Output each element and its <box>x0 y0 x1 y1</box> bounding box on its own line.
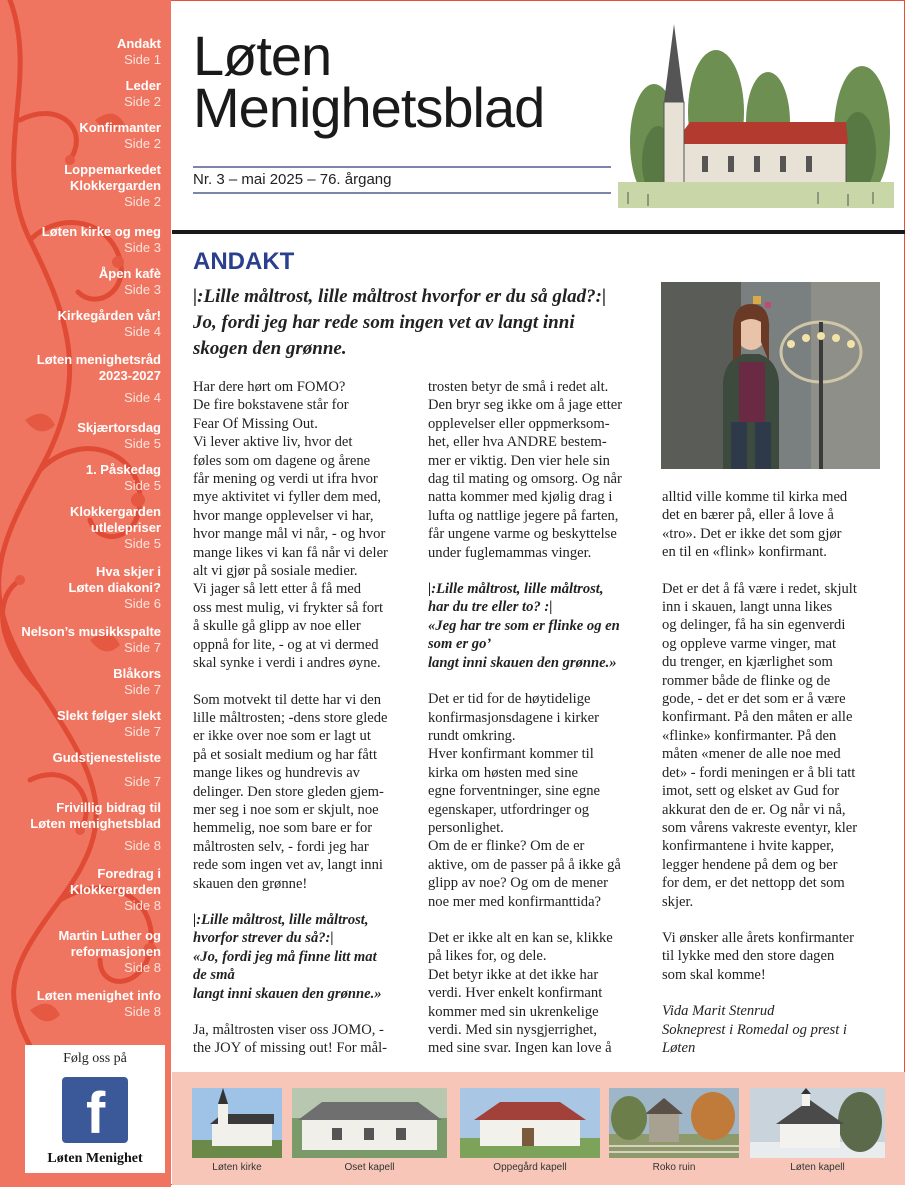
toc-title: Martin Luther og reformasjonen <box>58 928 161 959</box>
toc-item[interactable] <box>1 564 161 612</box>
caption: Oset kapell <box>344 1162 395 1173</box>
verse-line: |:Lille måltrost, lille måltrost hvorfor er du så glad?:| <box>193 286 607 307</box>
toc-title: Andakt <box>116 36 161 51</box>
toc-title: Klokkergarden utlelepriser <box>69 504 161 535</box>
toc-item[interactable] <box>1 162 161 210</box>
toc-page: Side 5 <box>124 536 161 551</box>
toc-title: Gudstjenesteliste <box>52 750 161 765</box>
thumb-roko-ruin[interactable] <box>609 1088 739 1158</box>
toc-page: Side 4 <box>124 390 161 405</box>
toc-item[interactable] <box>1 462 161 494</box>
thumb-loten-kapell[interactable] <box>750 1088 885 1158</box>
verse-quote: |:Lille måltrost, lille måltrost, hvorfor strever du så?:| «Jo, fordi jeg må finne litt mat de små langt inni skauen den grønne.» <box>193 911 382 1002</box>
toc-page: Side 8 <box>124 960 161 975</box>
toc-page: Side 8 <box>124 898 161 913</box>
thumb-oset-kapell[interactable] <box>292 1088 447 1158</box>
toc-page: Side 1 <box>124 52 161 67</box>
toc-title: Konfirmanter <box>79 120 161 135</box>
toc-title: Åpen kafè <box>98 266 161 281</box>
toc-item[interactable] <box>1 750 161 790</box>
toc-page: Side 5 <box>124 436 161 451</box>
toc-item[interactable] <box>1 352 161 406</box>
priest-photo <box>661 282 880 469</box>
toc-item[interactable] <box>1 708 161 740</box>
toc-page: Side 2 <box>124 194 161 209</box>
follow-us-box[interactable] <box>25 1045 165 1173</box>
toc-page: Side 7 <box>124 682 161 697</box>
toc-page: Side 5 <box>124 478 161 493</box>
toc-title: Løten kirke og meg <box>41 224 161 239</box>
toc-page: Side 7 <box>124 724 161 739</box>
thumb-loten-kirke[interactable] <box>192 1088 282 1158</box>
follow-name: Løten Menighet <box>47 1151 143 1166</box>
toc-title: Loppemarkedet Klokkergarden <box>64 162 161 193</box>
verse-quote: |:Lille måltrost, lille måltrost, har du tre eller to? :| «Jeg har tre som er flinke og en som er go’ langt inni skauen den grønne.» <box>428 581 620 671</box>
toc-title: Kirkegården vår! <box>57 308 161 323</box>
toc-title: Foredrag i Klokkergarden <box>69 866 161 897</box>
paragraph: trosten betyr de små i redet alt. Den bryr seg ikke om å jage etter opplevelser eller oppmerksom- het, eller hva ANDRE bestem- mer er viktig. Den vier hele sin dag til mating og omsorg. Og når natta kommer med kjølig drag i lufta og nattlige jegere på farten, får ungene varme og beskyttelse under fuglemammas vinger. <box>428 379 623 561</box>
verse-line: skogen den grønne. <box>193 338 347 359</box>
toc-item[interactable] <box>1 36 161 68</box>
toc-item[interactable] <box>1 420 161 452</box>
toc-title: 1. Påskedag <box>85 462 161 477</box>
verse-line: Jo, fordi jeg har rede som ingen vet av langt inni <box>193 312 575 333</box>
paragraph: Det er det å få være i redet, skjult inn i skauen, langt unna likes og delinger, få ha sin egenverdi og oppleve varme vinger, mat du trenger, en kjærlighet som rommer både de flinke og de gode, - det er det som er å være konfirmant. På den måten er alle «flinke» konfirmanter. På den måten «mener de alle noe med det» - fordi meningen er å bli tatt imot, sett og elsket av Gud for akkurat den de er. Og når vi nå, som vårens vakreste eventyr, kler konfirmantene i hvite kapper, legger hendene på dem og ber for dem, er det nettopp det som skjer. <box>662 580 858 910</box>
toc-item[interactable] <box>1 928 161 976</box>
toc-page: Side 4 <box>124 324 161 339</box>
toc-title: Løten menighetsråd 2023-2027 <box>36 352 161 383</box>
signature: Vida Marit Stenrud Sokneprest i Romedal og prest i Løten <box>662 1003 847 1056</box>
toc-title: Leder <box>125 78 161 93</box>
article-column-2 <box>428 378 650 1058</box>
section-heading: ANDAKT <box>193 248 295 275</box>
masthead-title <box>193 24 613 139</box>
toc-title: Løten menighet info <box>36 988 161 1003</box>
toc-page: Side 8 <box>124 1004 161 1019</box>
chapel-gallery <box>172 1072 905 1185</box>
photo-illustration <box>661 282 880 469</box>
toc-page: Side 3 <box>124 282 161 297</box>
facebook-icon[interactable]: f <box>62 1077 128 1143</box>
toc-title: Frivillig bidrag til Løten menighetsblad <box>30 800 161 831</box>
toc-title: Skjærtorsdag <box>77 420 161 435</box>
paragraph: Ja, måltrosten viser oss JOMO, - the JOY of missing out! For mål- <box>193 1022 388 1057</box>
caption: Løten kapell <box>790 1162 845 1173</box>
toc-item[interactable] <box>1 224 161 256</box>
title-line-1: Løten <box>193 24 332 87</box>
toc-title: Blåkors <box>113 666 161 681</box>
toc-item[interactable] <box>1 666 161 698</box>
toc-item[interactable] <box>1 78 161 110</box>
toc-title: Nelson’s musikkspalte <box>21 624 161 639</box>
title-line-2: Menighetsblad <box>193 76 545 139</box>
caption: Oppegård kapell <box>493 1162 567 1173</box>
church-illustration <box>618 22 894 218</box>
toc-page: Side 3 <box>124 240 161 255</box>
opening-verse <box>193 284 653 362</box>
caption: Løten kirke <box>212 1162 262 1173</box>
toc-item[interactable] <box>1 866 161 914</box>
paragraph: Det er tid for de høytidelige konfirmasjonsdagene i kirker rundt omkring. Hver konfirmant kommer til kirka om høsten med sine egne forventninger, sine egne egenskaper, utfordringer og personlighet. Om de er flinke? Om de er aktive, om de passer på å ikke gå glipp av noe? Og om de mener noe mer med konfirmanttida? <box>428 691 621 910</box>
sidebar <box>0 0 171 1187</box>
toc-item[interactable] <box>1 988 161 1020</box>
issue-info: Nr. 3 – mai 2025 – 76. årgang <box>193 166 611 194</box>
caption: Roko ruin <box>652 1162 696 1173</box>
toc-item[interactable] <box>1 504 161 552</box>
paragraph: Som motvekt til dette har vi den lille måltrosten; -dens store glede er ikke over noe som er lagt ut på et sosialt medium og har fått mange likes og hundrevis av delinger. Den store gleden gjem- mer seg i noe som er skjult, noe hemmelig, noe som bare er for måltrosten selv, - fordi jeg har rede som ingen vet av, langt inni skauen den grønne! <box>193 691 388 892</box>
toc-item[interactable] <box>1 800 161 854</box>
thumb-oppegard-kapell[interactable] <box>460 1088 600 1158</box>
paragraph: Har dere hørt om FOMO? De fire bokstavene står for Fear Of Missing Out. Vi lever aktive liv, hvor det føles som om dagene og årene får mening og verdi ut ifra hvor mye aktivitet vi fyller dem med, hvor mange opplevelser vi har, hvor mange mål vi når, - og hvor mange likes vi kan få når vi deler alt vi gjør på sosiale medier. Vi jager så lett etter å få med oss mest mulig, vi frykter så fort å skulle gå glipp av noe eller oppnå for lite, - og at vi dermed skal synke i verdi i andres øyne. <box>193 379 388 672</box>
toc-page: Side 2 <box>124 136 161 151</box>
toc-title: Slekt følger slekt <box>56 708 161 723</box>
paragraph: alltid ville komme til kirka med det en bærer på, eller å love å «tro». Det er ikke det som gjør en til en «flink» konfirmant. <box>662 489 848 561</box>
toc-item[interactable] <box>1 624 161 656</box>
toc-item[interactable] <box>1 266 161 298</box>
toc-title: Hva skjer i Løten diakoni? <box>68 564 161 595</box>
toc-page: Side 6 <box>124 596 161 611</box>
toc-page: Side 7 <box>124 640 161 655</box>
follow-label: Følg oss på <box>63 1051 127 1066</box>
toc-page: Side 8 <box>124 838 161 853</box>
toc-item[interactable] <box>1 120 161 152</box>
paragraph: Vi ønsker alle årets konfirmanter til lykke med den store dagen som skal komme! <box>662 929 855 983</box>
article-column-3 <box>662 488 884 1057</box>
toc-page: Side 7 <box>124 774 161 789</box>
masthead-rule <box>172 230 905 234</box>
toc-page: Side 2 <box>124 94 161 109</box>
article-column-1 <box>193 378 413 1058</box>
paragraph: Det er ikke alt en kan se, klikke på likes for, og dele. Det betyr ikke at det ikke har verdi. Hver enkelt konfirmant kommer med sin ukrenkelige verdi. Med sin nysgjerrighet, med sine svar. Ingen kan love å <box>428 929 613 1057</box>
toc-item[interactable] <box>1 308 161 340</box>
